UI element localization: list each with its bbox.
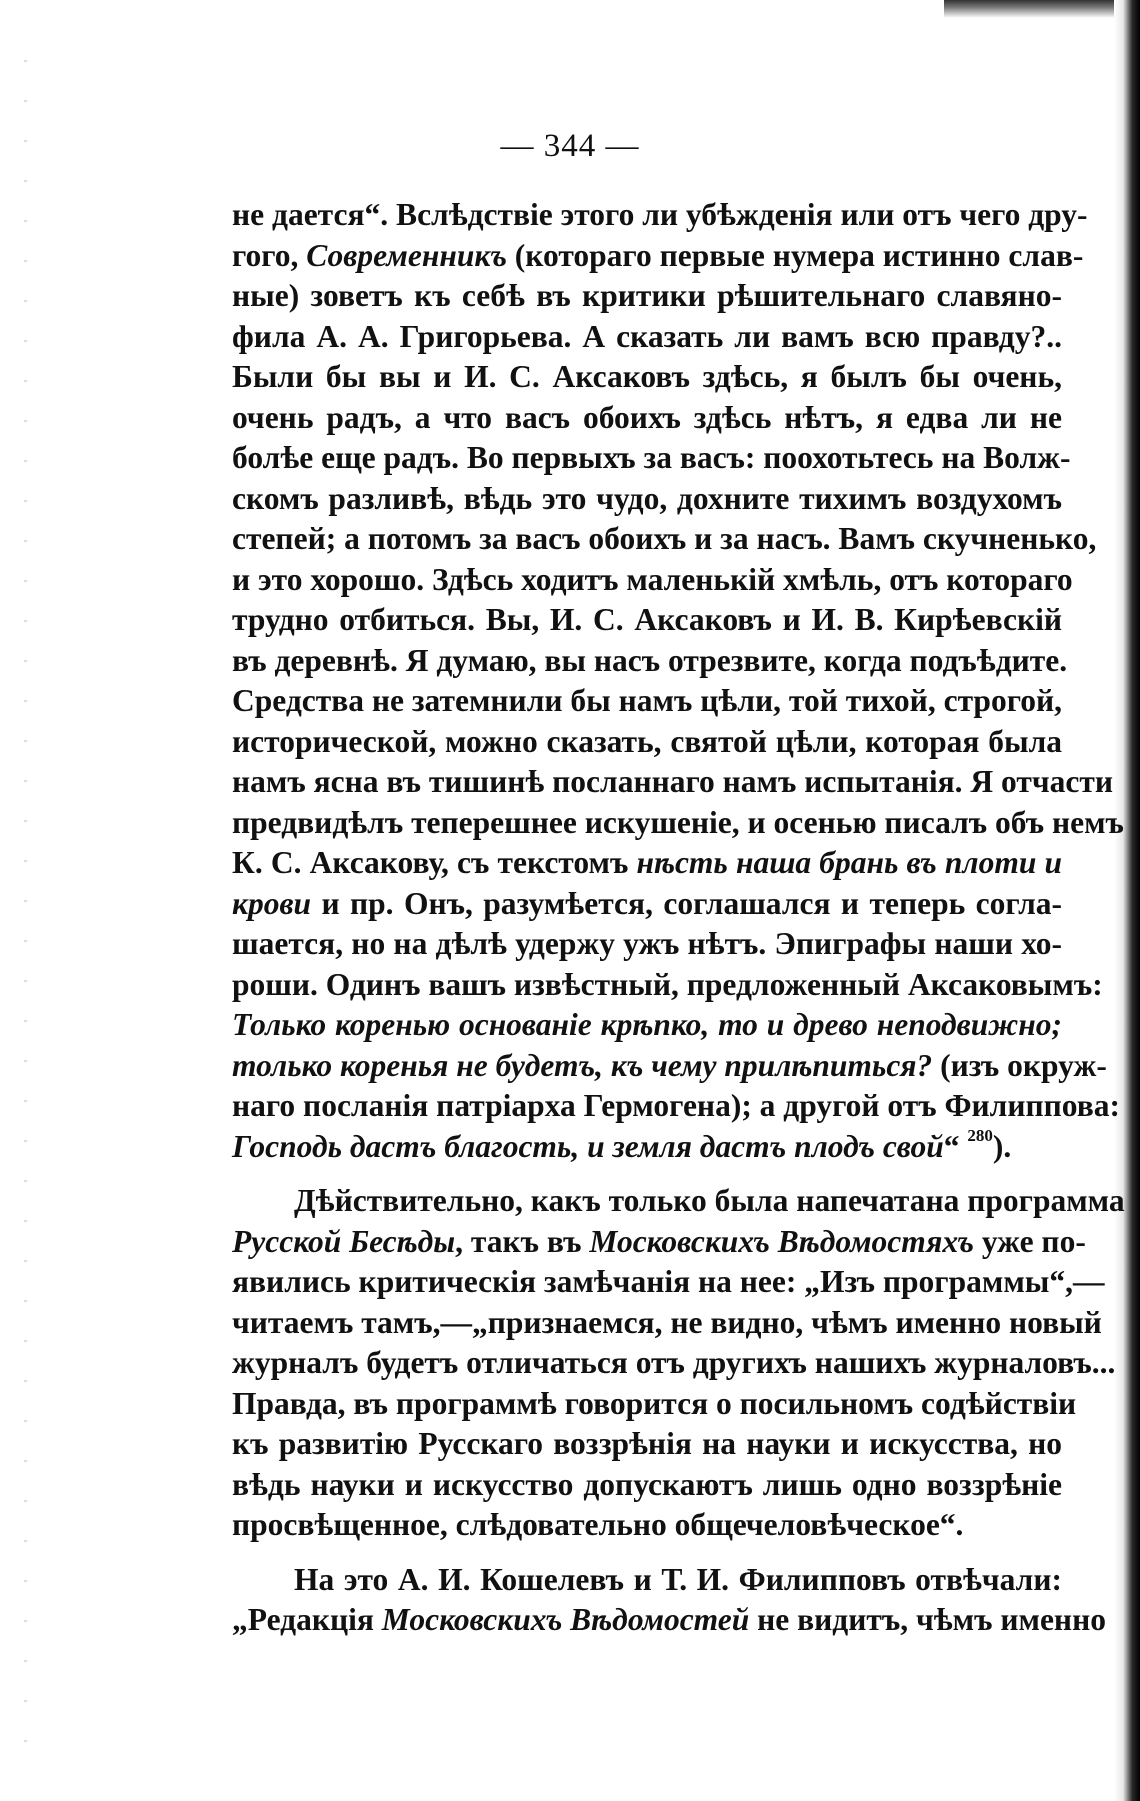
italic-run: крови	[232, 885, 312, 921]
italic-run: Современникъ	[306, 237, 507, 273]
footnote-ref: 280	[967, 1125, 993, 1145]
text-run: исторической, можно сказать, святой цѣли, которая была	[232, 723, 1062, 759]
text-run: и это хорошо. Здѣсь ходитъ маленькій хмѣль, отъ котораго	[232, 561, 1073, 597]
text-run: (изъ окруж-	[932, 1047, 1107, 1083]
text-line	[232, 803, 1124, 844]
text-run: читаемъ тамъ,—„признаемся, не видно, чѣмъ именно новый	[232, 1304, 1102, 1340]
paragraph-3	[232, 1560, 1106, 1641]
scan-edge-shadow	[1114, 0, 1140, 1801]
text-line	[232, 722, 1062, 763]
text-line	[232, 1600, 1106, 1641]
text-line	[232, 1424, 1062, 1465]
italic-run: нѣсть наша брань въ плоти и	[636, 845, 1062, 880]
text-run: явились критическія замѣчанія на нее: „Изъ программы“,—	[232, 1264, 1105, 1299]
text-run: въ деревнѣ. Я думаю, вы насъ отрезвите, когда подъѣдите.	[232, 642, 1068, 678]
text-line	[232, 276, 1062, 317]
text-line	[232, 317, 1062, 358]
text-line	[232, 560, 1073, 601]
text-line	[232, 479, 1062, 520]
text-run: На это А. И. Кошелевъ и Т. И. Филипповъ отвѣчали:	[294, 1561, 1062, 1597]
text-line	[232, 1181, 1125, 1222]
text-line	[232, 600, 1062, 641]
italic-run: Московскихъ Вѣдомостяхъ	[589, 1223, 974, 1259]
text-run: (котораго первые нумера истинно слав-	[506, 237, 1084, 273]
body-text	[232, 195, 1125, 1641]
text-run: Правда, въ программѣ говорится о посильномъ содѣйствіи	[232, 1385, 1077, 1421]
text-run: фила А. А. Григорьева. А сказать ли вамъ всю правду?..	[232, 318, 1062, 354]
text-run: роши. Одинъ вашъ извѣстный, предложенный Аксаковымъ:	[232, 966, 1103, 1002]
text-run: ные) зоветъ къ себѣ въ критики рѣшительнаго славяно-	[232, 278, 1062, 313]
italic-run: Русской Бесѣды	[232, 1223, 456, 1259]
text-run: “	[943, 1128, 968, 1164]
text-line	[232, 1086, 1120, 1127]
scan-margin-marks	[24, 60, 27, 1760]
text-run: журналъ будетъ отличаться отъ другихъ нашихъ журналовъ...	[232, 1345, 1116, 1380]
italic-run: только коренья не будетъ, къ чему прилѣпиться?	[232, 1047, 933, 1083]
text-run: ).	[992, 1128, 1012, 1164]
text-run: трудно отбиться. Вы, И. С. Аксаковъ и И. В. Кирѣевскій	[232, 602, 1062, 637]
text-line	[232, 438, 1071, 479]
text-line	[232, 1343, 1116, 1384]
text-line	[232, 195, 1088, 236]
text-run: „Редакція	[232, 1602, 382, 1637]
text-run: очень радъ, а что васъ обоихъ здѣсь нѣтъ, я едва ли не	[232, 399, 1062, 435]
text-line	[232, 1127, 1062, 1168]
page-number: — 344 —	[500, 128, 640, 164]
text-run: и пр. Онъ, разумѣется, соглашался и теперь согла-	[311, 885, 1062, 921]
scan-top-shadow	[944, 0, 1114, 18]
text-line	[232, 681, 1062, 722]
paragraph-gap	[232, 1546, 1062, 1560]
text-run: не дается“. Вслѣдствіе этого ли убѣжденія или отъ чего дру-	[232, 197, 1088, 232]
text-run: Дѣйствительно, какъ только была напечатана программа	[294, 1183, 1125, 1218]
text-run: степей; а потомъ за васъ обоихъ и за насъ. Вамъ скучненько,	[232, 521, 1097, 556]
text-run: скомъ разливѣ, вѣдь это чудо, дохните тихимъ воздухомъ	[232, 480, 1062, 516]
text-line	[232, 1505, 1062, 1546]
text-run: предвидѣлъ теперешнее искушеніе, и осенью писалъ объ немъ	[232, 804, 1124, 840]
text-line	[232, 1046, 1107, 1087]
text-line	[232, 398, 1062, 439]
text-line	[232, 357, 1062, 398]
italic-run: Только коренью основаніе крѣпко, то и древо неподвижно;	[232, 1007, 1062, 1042]
text-run: просвѣщенное, слѣдовательно общечеловѣческое“.	[232, 1507, 964, 1542]
text-run: шается, но на дѣлѣ удержу ужъ нѣтъ. Эпиграфы наши хо-	[232, 926, 1062, 961]
text-run: Средства не затемнили бы намъ цѣли, той тихой, строгой,	[232, 683, 1062, 718]
text-run: намъ ясна въ тишинѣ посланнаго намъ испытанія. Я отчасти	[232, 764, 1113, 799]
paragraph-1	[232, 195, 1124, 1167]
text-run: не видитъ, чѣмъ именно	[749, 1602, 1106, 1637]
text-line	[232, 1222, 1086, 1263]
text-line	[232, 519, 1097, 560]
text-line	[232, 236, 1084, 277]
text-run: наго посланія патріарха Гермогена); а другой отъ Филиппова:	[232, 1088, 1120, 1123]
text-line	[232, 641, 1068, 682]
text-run: гого,	[232, 237, 307, 273]
text-line	[232, 924, 1062, 965]
text-line	[232, 843, 1062, 884]
paragraph-gap	[232, 1167, 1062, 1181]
text-line	[232, 1560, 1062, 1601]
text-line	[232, 1262, 1105, 1303]
italic-run: Московскихъ Вѣдомостей	[381, 1602, 750, 1637]
text-run: къ развитію Русскаго воззрѣнія на науки и искусства, но	[232, 1426, 1062, 1461]
text-run: К. С. Аксакову, съ текстомъ	[232, 845, 637, 880]
text-line	[232, 1005, 1062, 1046]
text-run: , такъ въ	[455, 1223, 590, 1259]
paragraph-2	[232, 1181, 1125, 1546]
text-line	[232, 762, 1113, 803]
text-run: вѣдь науки и искусство допускаютъ лишь одно воззрѣніе	[232, 1466, 1062, 1502]
text-line	[232, 965, 1103, 1006]
text-line	[232, 1465, 1062, 1506]
text-line	[232, 1303, 1102, 1344]
text-line	[232, 1384, 1077, 1425]
italic-run: Господь дастъ благость, и земля дастъ плодъ свой	[232, 1128, 944, 1164]
text-line	[232, 884, 1062, 925]
text-run: болѣе еще радъ. Во первыхъ за васъ: поохотьтесь на Волж-	[232, 440, 1071, 475]
text-run: уже по-	[973, 1223, 1086, 1259]
text-run: Были бы вы и И. С. Аксаковъ здѣсь, я былъ бы очень,	[232, 359, 1062, 394]
